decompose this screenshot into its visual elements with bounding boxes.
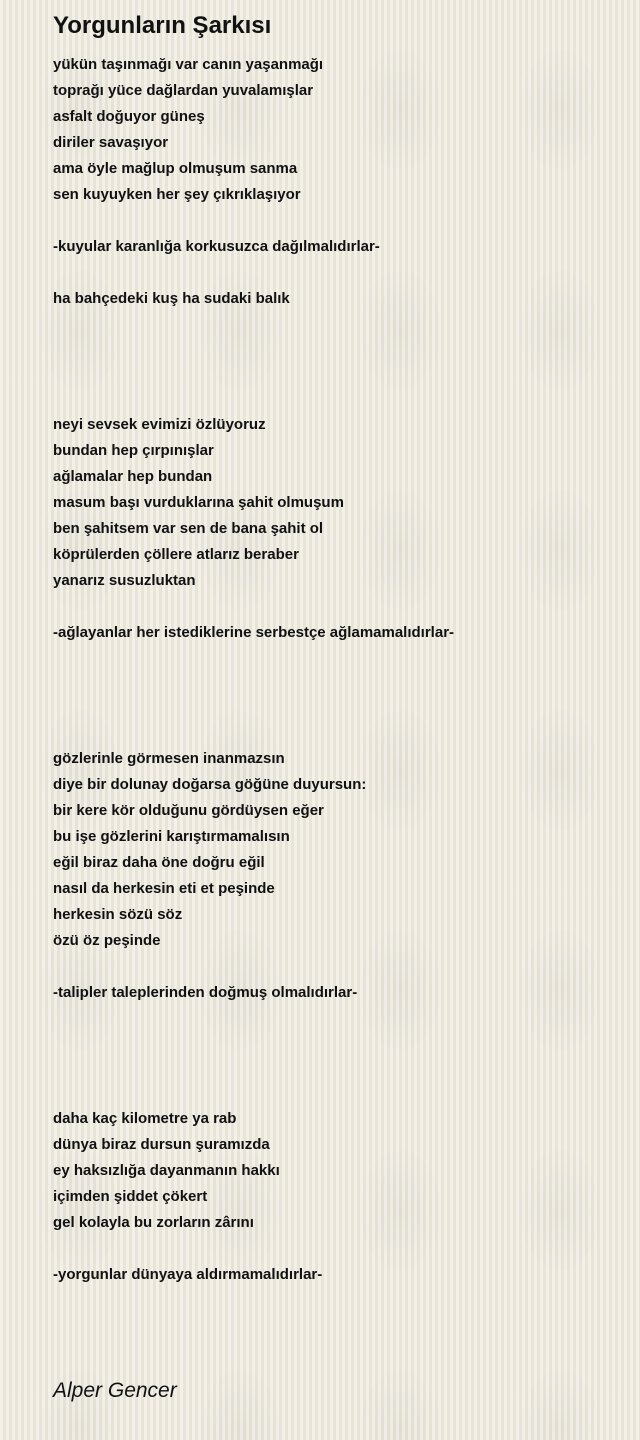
stanza-gap	[53, 954, 623, 980]
poem-line: ey haksızlığa dayanmanın hakkı	[53, 1162, 280, 1179]
poem-line: neyi sevsek evimizi özlüyoruz	[53, 416, 266, 433]
poem-line: gözlerinle görmesen inanmazsın	[53, 750, 285, 767]
section-gap	[53, 312, 623, 412]
section-gap	[53, 1006, 623, 1106]
poem-line: ha bahçedeki kuş ha sudaki balık	[53, 290, 290, 307]
stanza-gap	[53, 208, 623, 234]
poem-body	[53, 52, 623, 1288]
stanza-2	[53, 286, 623, 312]
poem-line: ben şahitsem var sen de bana şahit ol	[53, 520, 324, 537]
poem-line: köprülerden çöllere atlarız beraber	[53, 546, 299, 563]
stanza-4	[53, 746, 623, 954]
stanza-1	[53, 52, 623, 208]
stanza-3	[53, 412, 623, 594]
poem-line: bir kere kör olduğunu gördüysen eğer	[53, 802, 324, 819]
stanza-gap	[53, 1236, 623, 1262]
stanza-5	[53, 1106, 623, 1236]
section-gap	[53, 646, 623, 746]
poem-line: asfalt doğuyor güneş	[53, 108, 205, 125]
poem-line: içimden şiddet çökert	[53, 1188, 208, 1205]
poem-line: daha kaç kilometre ya rab	[53, 1110, 237, 1127]
poem-title: Yorgunların Şarkısı	[53, 12, 272, 39]
poem-refrain: -yorgunlar dünyaya aldırmamalıdırlar-	[53, 1266, 323, 1283]
refrain-4	[53, 1262, 623, 1288]
poem-line: yanarız susuzluktan	[53, 572, 196, 589]
stanza-gap	[53, 260, 623, 286]
poem-line: gel kolayla bu zorların zârını	[53, 1214, 254, 1231]
poem-line: nasıl da herkesin eti et peşinde	[53, 880, 275, 897]
poem-refrain: -talipler taleplerinden doğmuş olmalıdırlar-	[53, 984, 358, 1001]
poem-line: diriler savaşıyor	[53, 134, 169, 151]
poem-line: dünya biraz dursun şuramızda	[53, 1136, 270, 1153]
poem-refrain: -ağlayanlar her istediklerine serbestçe ağlamamalıdırlar-	[53, 624, 455, 641]
poem-line: herkesin sözü söz	[53, 906, 183, 923]
poem-line: özü öz peşinde	[53, 932, 161, 949]
poem-author[interactable]: Alper Gencer	[53, 1379, 177, 1402]
poem-line: yükün taşınmağı var canın yaşanmağı	[53, 56, 324, 73]
poem-refrain: -kuyular karanlığa korkusuzca dağılmalıdırlar-	[53, 238, 380, 255]
refrain-1	[53, 234, 623, 260]
refrain-2	[53, 620, 623, 646]
poem-line: toprağı yüce dağlardan yuvalamışlar	[53, 82, 314, 99]
refrain-3	[53, 980, 623, 1006]
poem-line: masum başı vurduklarına şahit olmuşum	[53, 494, 344, 511]
poem-line: bundan hep çırpınışlar	[53, 442, 214, 459]
stanza-gap	[53, 594, 623, 620]
poem-line: sen kuyuykеn her şey çıkrıklaşıyor	[53, 186, 301, 203]
poem-line: eğil biraz daha öne doğru eğil	[53, 854, 265, 871]
poem-line: bu işe gözlerini karıştırmamalısın	[53, 828, 290, 845]
poem-line: ama öyle mağlup olmuşum sanma	[53, 160, 298, 177]
poem-line: diye bir dolunay doğarsa göğüne duyursun:	[53, 776, 367, 793]
poem-line: ağlamalar hep bundan	[53, 468, 213, 485]
